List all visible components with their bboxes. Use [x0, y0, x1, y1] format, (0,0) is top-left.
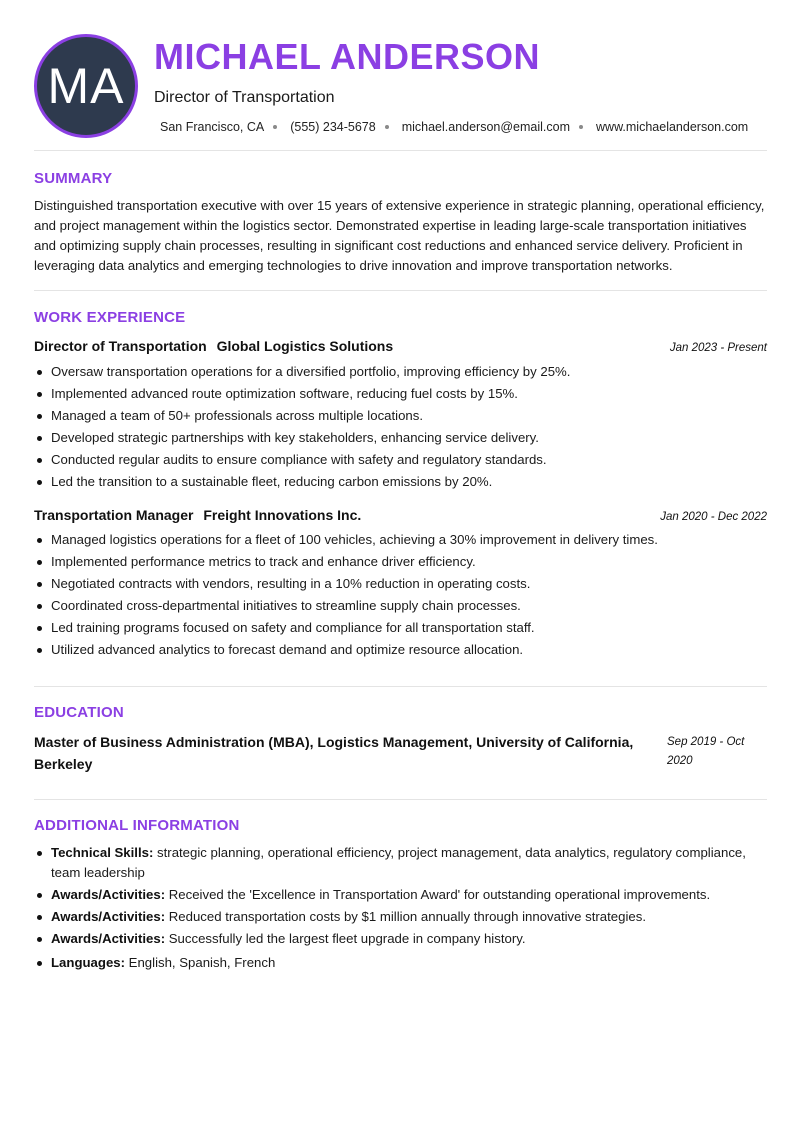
list-item: Implemented advanced route optimization software, reducing fuel costs by 15%. [34, 383, 767, 405]
education-entry [34, 731, 767, 775]
job-title: Transportation Manager [34, 507, 194, 523]
job-dates: Jan 2023 - Present [669, 342, 767, 354]
contact-website: www.michaelanderson.com [596, 120, 749, 134]
section-divider [34, 686, 767, 687]
job-header [34, 507, 767, 523]
job-company: Freight Innovations Inc. [203, 507, 362, 523]
experience-heading: WORK EXPERIENCE [34, 309, 186, 326]
info-label: Awards/Activities: [51, 887, 166, 902]
candidate-name: MICHAEL ANDERSON [154, 36, 541, 77]
section-divider [34, 150, 767, 151]
bullet-separator [579, 125, 583, 129]
info-label: Languages: [51, 955, 126, 970]
list-item [34, 929, 767, 949]
contact-email: michael.anderson@email.com [401, 120, 571, 134]
contact-phone: (555) 234-5678 [290, 120, 376, 134]
list-item [34, 885, 767, 905]
list-item: Managed logistics operations for a fleet of 100 vehicles, achieving a 30% improvement in delivery times. [34, 529, 767, 551]
list-item: Led training programs focused on safety and compliance for all transportation staff. [34, 617, 767, 639]
list-item [34, 843, 767, 883]
list-item [34, 907, 767, 927]
list-item: Implemented performance metrics to track and enhance driver efficiency. [34, 551, 767, 573]
contact-location: San Francisco, CA [160, 120, 265, 134]
job-bullets [34, 361, 767, 493]
avatar [34, 34, 138, 138]
contact-line [160, 120, 748, 134]
bullet-separator [273, 125, 277, 129]
info-text: English, Spanish, French [125, 955, 276, 970]
info-text: strategic planning, operational efficiency, project management, data analytics, regulatory compliance, team leadership [51, 845, 746, 880]
info-label: Awards/Activities: [51, 931, 166, 946]
list-item: Managed a team of 50+ professionals across multiple locations. [34, 405, 767, 427]
job-company: Global Logistics Solutions [216, 338, 394, 354]
section-divider [34, 290, 767, 291]
list-item: Developed strategic partnerships with key stakeholders, enhancing service delivery. [34, 427, 767, 449]
summary-heading: SUMMARY [34, 170, 113, 187]
info-label: Technical Skills: [51, 845, 154, 860]
summary-text: Distinguished transportation executive with over 15 years of extensive experience in strategic planning, operational efficiency, and project management within the logistics sector. Demonstrated expertise in leading large-scale transportation initiatives and optimizing supply chain processes, resulting in significant cost reductions and enhanced service delivery. Proficient in leveraging data analytics and emerging technologies to drive innovation and improve transportation networks. [34, 198, 765, 273]
list-item: Oversaw transportation operations for a diversified portfolio, improving efficiency by 25%. [34, 361, 767, 383]
list-item: Led the transition to a sustainable fleet, reducing carbon emissions by 20%. [34, 471, 767, 493]
job-title-line [34, 338, 393, 354]
info-text: Reduced transportation costs by $1 million annually through innovative strategies. [165, 909, 646, 924]
education-dates: Sep 2019 - Oct 2020 [667, 736, 745, 767]
avatar-initials: MA [47, 58, 125, 114]
list-item [34, 953, 767, 973]
candidate-title: Director of Transportation [154, 89, 335, 106]
education-degree: Master of Business Administration (MBA), Logistics Management, University of California, Berkeley [34, 734, 634, 772]
list-item: Negotiated contracts with vendors, resulting in a 10% reduction in operating costs. [34, 573, 767, 595]
info-text: Received the 'Excellence in Transportation Award' for outstanding operational improvements. [165, 887, 711, 902]
additional-heading: ADDITIONAL INFORMATION [34, 817, 240, 834]
job-bullets [34, 529, 767, 661]
section-divider [34, 799, 767, 800]
job-title-line [34, 507, 361, 523]
info-text: Successfully led the largest fleet upgrade in company history. [165, 931, 526, 946]
education-heading: EDUCATION [34, 704, 124, 721]
list-item: Conducted regular audits to ensure compliance with safety and regulatory standards. [34, 449, 767, 471]
job-dates: Jan 2020 - Dec 2022 [660, 511, 767, 523]
bullet-separator [385, 125, 389, 129]
additional-list [34, 843, 767, 975]
list-item: Utilized advanced analytics to forecast demand and optimize resource allocation. [34, 639, 767, 661]
resume-page [34, 0, 767, 1130]
info-label: Awards/Activities: [51, 909, 166, 924]
job-title: Director of Transportation [34, 338, 207, 354]
list-item: Coordinated cross-departmental initiatives to streamline supply chain processes. [34, 595, 767, 617]
job-header [34, 338, 767, 354]
